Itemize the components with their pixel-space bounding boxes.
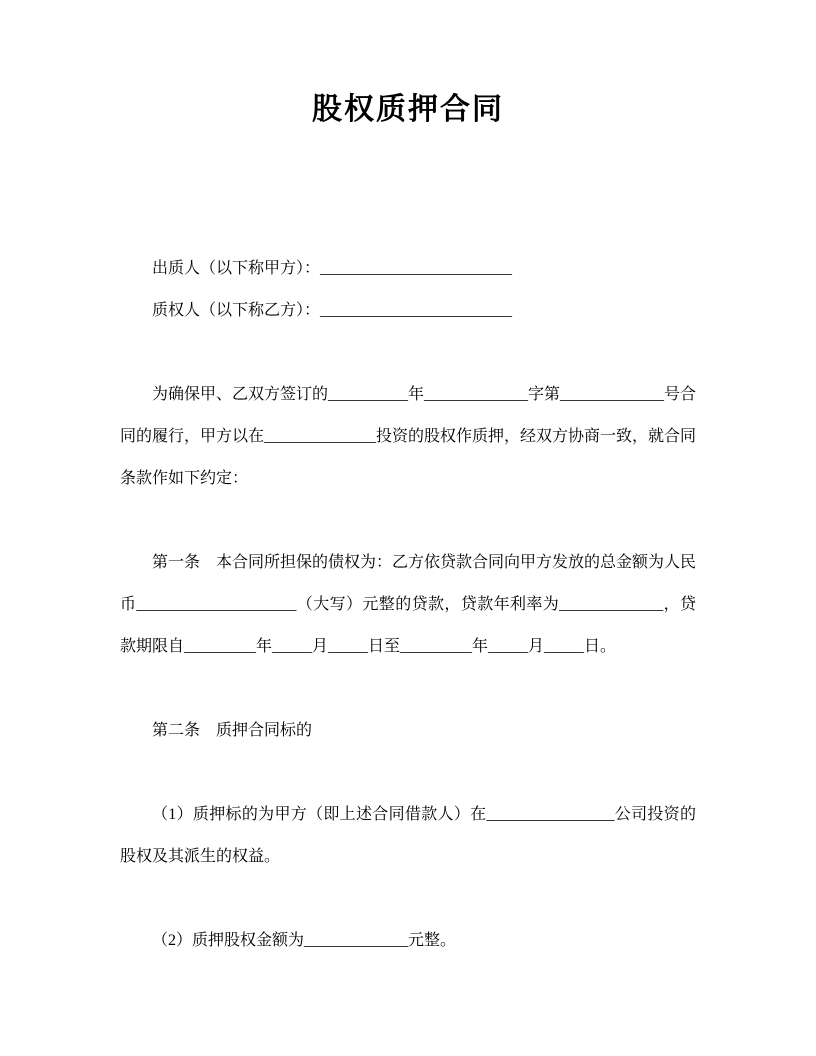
party-line-pledgor [120,248,696,290]
pledgee-label: 质权人（以下称乙方）： [152,302,321,319]
party-line-pledgee [120,290,696,332]
pledgor-label: 出质人（以下称甲方）： [152,260,321,277]
paragraph-article-2-item-2: （2）质押股权金额为_____________元整。 [152,932,457,949]
pledgor-blank-field: ________________________ [320,260,513,277]
paragraph-preamble: 为确保甲、乙双方签订的__________年_____________字第_____________号合同的履行，甲方以在______________投资的股权作质押，经双方协商一致，就合同条款作如下约定： [120,386,697,487]
paragraph-article-1: 第一条 本合同所担保的债权为：乙方依贷款合同向甲方发放的总金额为人民币____________________（大写）元整的贷款，贷款年利率为_____________，贷款期限自_________年_____月_____日至_________年_____月_____日。 [120,554,697,655]
pledgee-blank-field: ________________________ [320,302,513,319]
paragraph-article-2-heading: 第二条 质押合同标的 [152,722,313,739]
document-title: 股权质押合同 [312,93,504,126]
paragraph-article-2-item-1: （1）质押标的为甲方（即上述合同借款人）在________________公司投资的股权及其派生的权益。 [120,806,696,865]
